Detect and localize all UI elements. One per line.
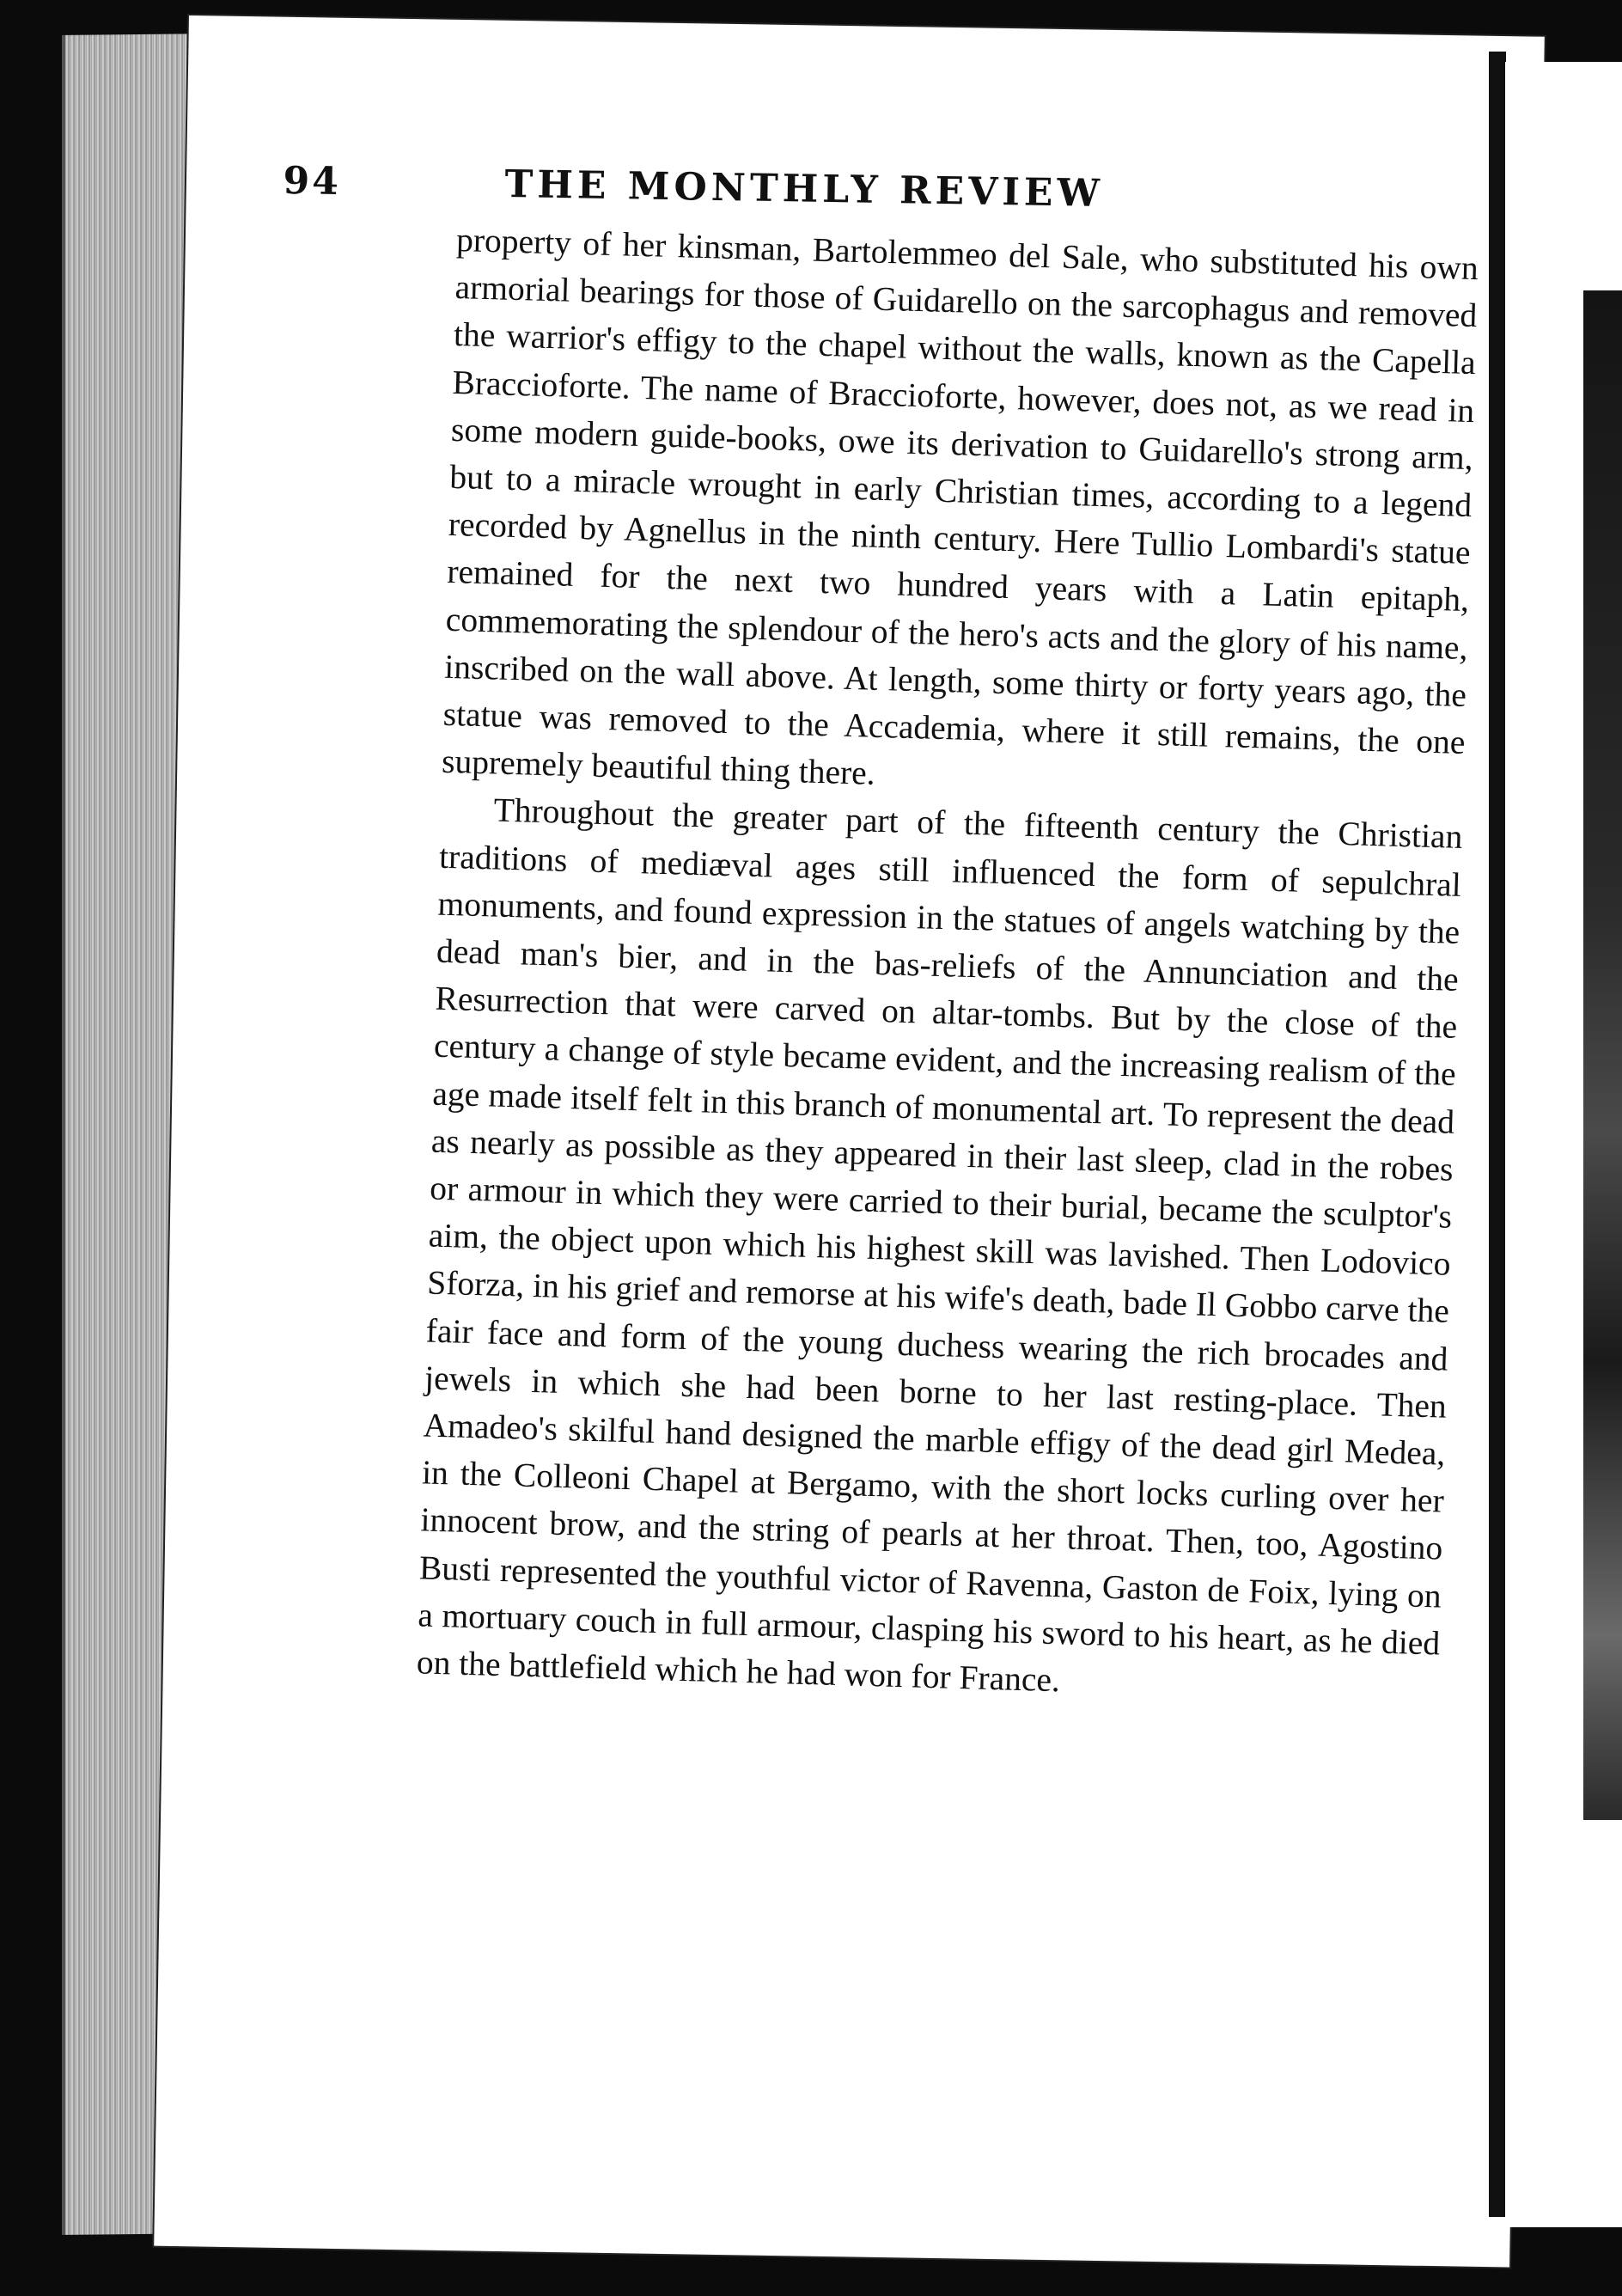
book-gutter	[1489, 52, 1506, 2217]
body-text	[416, 217, 1479, 1715]
paragraph: property of her kinsman, Bartolemmeo del Sale, who substituted his own armorial bearings for those of Guidarello on the sarcophagus and removed the warrior's effigy to the chapel without the walls, known as the Capella Braccioforte. The name of Braccioforte, however, does not, as we read in some modern guide-books, owe its derivation to Guidarello's strong arm, but to a miracle wrought in early Christian times, according to a legend recorded by Agnellus in the ninth century. Here Tullio Lombardi's statue remained for the next two hundred years with a Latin epitaph, commemorating the splendour of the hero's acts and the glory of his name, inscribed on the wall above. At length, some thirty or forty years ago, the statue was removed to the Accademia, where it still remains, the one supremely beautiful thing there.	[441, 220, 1479, 793]
paragraph: Throughout the greater part of the fifteenth century the Christian traditions of mediæval ages still influenced the form of sepulchral monuments, and found expression in the statues of angels watching by the dead man's bier, and in the bas-reliefs of the Annunciation and the Resurrection that were carved on altar-tombs. But by the close of the century a change of style became evident, and the increasing realism of the age made itself felt in this branch of monumental art. To represent the dead as nearly as possible as they appeared in their last sleep, clad in the robes or armour in which they were carried to their burial, became the sculptor's aim, the object upon which his highest skill was lavished. Then Lodovico Sforza, in his grief and remorse at his wife's death, bade Il Gobbo carve the fair face and form of the young duchess wearing the rich brocades and jewels in which she had been borne to her last resting-place. Then Amadeo's skilful hand designed the marble effigy of the dead girl Medea, in the Colleoni Chapel at Bergamo, with the short locks curling over her innocent brow, and the string of pearls at her throat. Then, too, Agostino Busti represented the youthful victor of Ravenna, Gaston de Foix, lying on a mortuary couch in full armour, clasping his sword to his heart, as he died on the battlefield which he had won for France.	[416, 791, 1463, 1700]
facing-plate-illustration	[1583, 290, 1622, 1820]
running-title: THE MONTHLY REVIEW	[504, 162, 1105, 217]
page-number: 94	[283, 159, 342, 205]
